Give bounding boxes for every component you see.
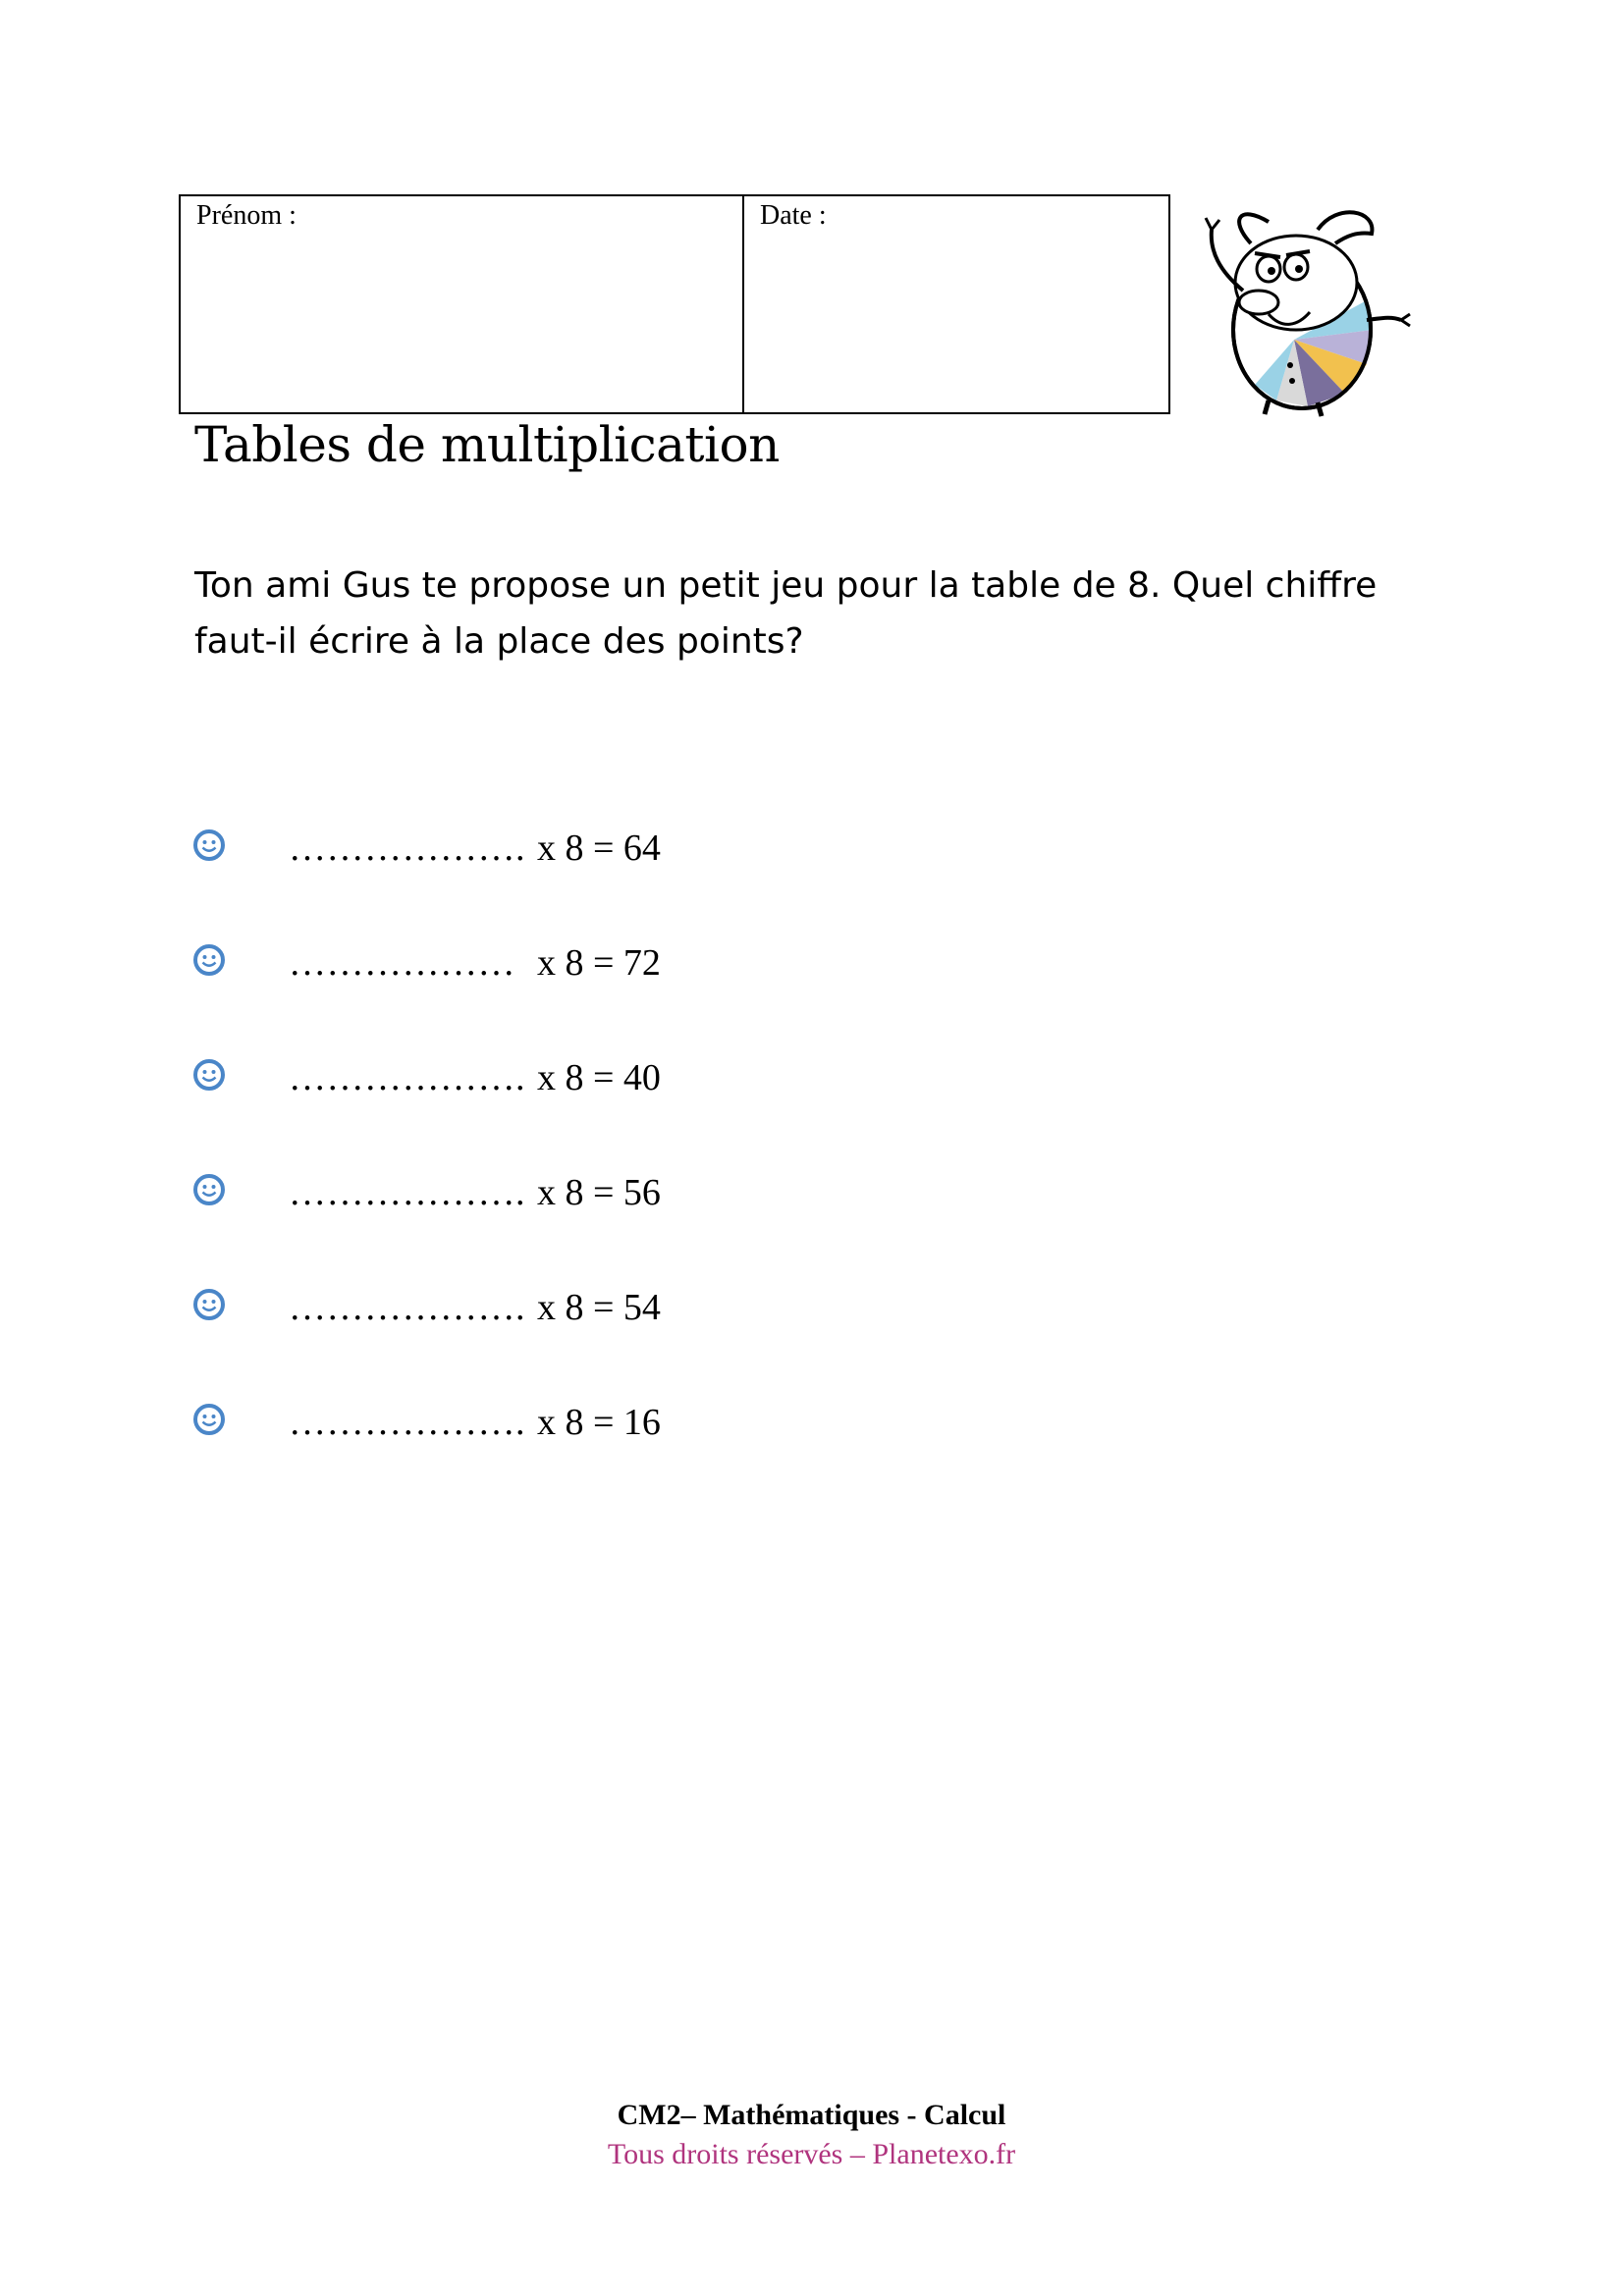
answer-blank[interactable]: ………………. (289, 827, 525, 869)
equation-text: x 8 = 54 (537, 1286, 661, 1328)
smiley-icon (192, 1288, 226, 1321)
page-title: Tables de multiplication (194, 416, 780, 473)
exercise-row (192, 1135, 661, 1250)
equation-text: x 8 = 16 (537, 1401, 661, 1443)
equation-text: x 8 = 72 (537, 941, 661, 984)
answer-blank[interactable]: ……………… (289, 941, 525, 984)
gus-mascot-icon (1200, 192, 1416, 418)
smiley-icon (192, 1403, 226, 1436)
equation-text: x 8 = 40 (537, 1056, 661, 1098)
exercise-row (192, 1364, 661, 1479)
answer-blank[interactable]: ………………. (289, 1171, 525, 1213)
exercise-row (192, 905, 661, 1020)
answer-blank[interactable]: ………………. (289, 1056, 525, 1098)
exercise-list (192, 790, 661, 1479)
smiley-icon (192, 828, 226, 862)
answer-blank[interactable]: ………………. (289, 1286, 525, 1328)
student-info-box (179, 194, 1170, 414)
exercise-row (192, 1020, 661, 1135)
footer-rights: Tous droits réservés – Planetexo.fr (607, 2138, 1016, 2170)
date-label: Date : (760, 200, 827, 231)
smiley-icon (192, 1173, 226, 1206)
name-cell[interactable] (181, 196, 744, 412)
smiley-icon (192, 1058, 226, 1092)
instructions-text: Ton ami Gus te propose un petit jeu pour la table de 8. Quel chiffre faut-il écrire à la place des points? (194, 565, 1378, 662)
exercise-row (192, 1250, 661, 1364)
exercise-row (192, 790, 661, 905)
footer-subject: CM2– Mathématiques - Calcul (617, 2099, 1006, 2131)
date-cell[interactable] (744, 196, 1168, 412)
equation-text: x 8 = 56 (537, 1171, 661, 1213)
answer-blank[interactable]: ………………. (289, 1401, 525, 1443)
name-label: Prénom : (196, 200, 297, 231)
equation-text: x 8 = 64 (537, 827, 661, 869)
smiley-icon (192, 943, 226, 977)
